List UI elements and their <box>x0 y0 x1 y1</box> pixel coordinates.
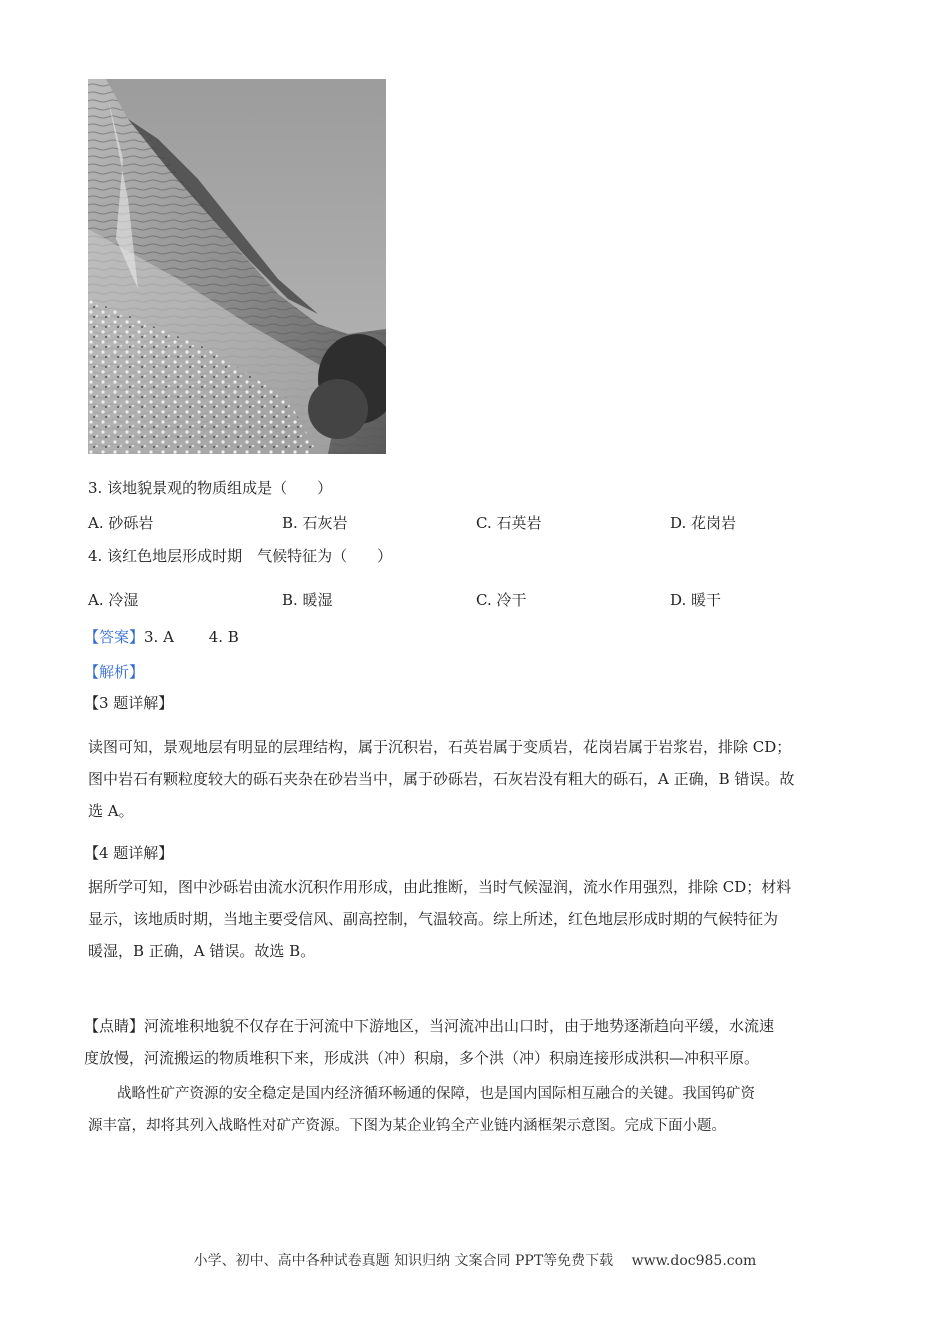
detail-3-line: 图中岩石有颗粒度较大的砾石夹杂在砂岩当中，属于砂砾岩，石灰岩没有粗大的砾石，A 正确，B 错误。故 <box>88 770 795 788</box>
question-4-option-a: A. 冷湿 <box>88 591 139 609</box>
question-3-option-a: A. 砂砾岩 <box>88 514 154 532</box>
question-3-option-b: B. 石灰岩 <box>282 514 348 532</box>
detail-4-line: 显示，该地质时期，当地主要受信风、副高控制，气温较高。综上所述，红色地层形成时期的气候特征为 <box>88 910 779 928</box>
page-footer: 小学、初中、高中各种试卷真题 知识归纳 文案合同 PPT等免费下载 www.doc985.com <box>193 1253 757 1269</box>
question-4-option-b: B. 暖湿 <box>282 591 333 609</box>
detail-3-line: 读图可知，景观地层有明显的层理结构，属于沉积岩，石英岩属于变质岩，花岗岩属于岩浆岩，排除 CD； <box>88 738 792 756</box>
tip-line: 度放慢，河流搬运的物质堆积下来，形成洪（冲）积扇，多个洪（冲）积扇连接形成洪积—冲积平原。 <box>84 1049 760 1067</box>
cliff-photo <box>88 79 386 454</box>
question-3-option-c: C. 石英岩 <box>476 514 542 532</box>
detail-4-line: 据所学可知，图中沙砾岩由流水沉积作用形成，由此推断，当时气候湿润，流水作用强烈，排除 CD；材料 <box>88 878 792 896</box>
answer-label: 【答案】 <box>84 628 145 646</box>
question-4-stem: 4. 该红色地层形成时期 气候特征为（ ） <box>88 547 393 565</box>
detail-4-body <box>88 871 878 967</box>
tip-body <box>84 1010 874 1074</box>
question-3-option-d: D. 花岗岩 <box>670 514 737 532</box>
question-4-option-d: D. 暖干 <box>670 591 722 609</box>
detail-4-line: 暖湿，B 正确，A 错误。故选 B。 <box>88 942 316 960</box>
answer-values: 3. A 4. B <box>144 628 239 646</box>
answer-line <box>84 626 239 647</box>
analysis-label: 【解析】 <box>84 663 145 681</box>
tip-line: 【点睛】河流堆积地貌不仅存在于河流中下游地区，当河流冲出山口时，由于地势逐渐趋向平缓，水流速 <box>84 1017 775 1035</box>
intro-line: 战略性矿产资源的安全稳定是国内经济循环畅通的保障，也是国内国际相互融合的关键。我国钨矿资 <box>88 1086 755 1102</box>
detail-3-line: 选 A。 <box>88 802 134 820</box>
detail-3-heading: 【3 题详解】 <box>84 694 174 712</box>
next-section-intro <box>88 1078 878 1142</box>
intro-line: 源丰富，却将其列入战略性对矿产资源。下图为某企业钨全产业链内涵框架示意图。完成下面小题。 <box>88 1118 726 1134</box>
question-4-option-c: C. 冷干 <box>476 591 527 609</box>
question-3-stem: 3. 该地貌景观的物质组成是（ ） <box>88 479 333 497</box>
detail-4-heading: 【4 题详解】 <box>84 844 174 862</box>
detail-3-body <box>88 731 878 827</box>
